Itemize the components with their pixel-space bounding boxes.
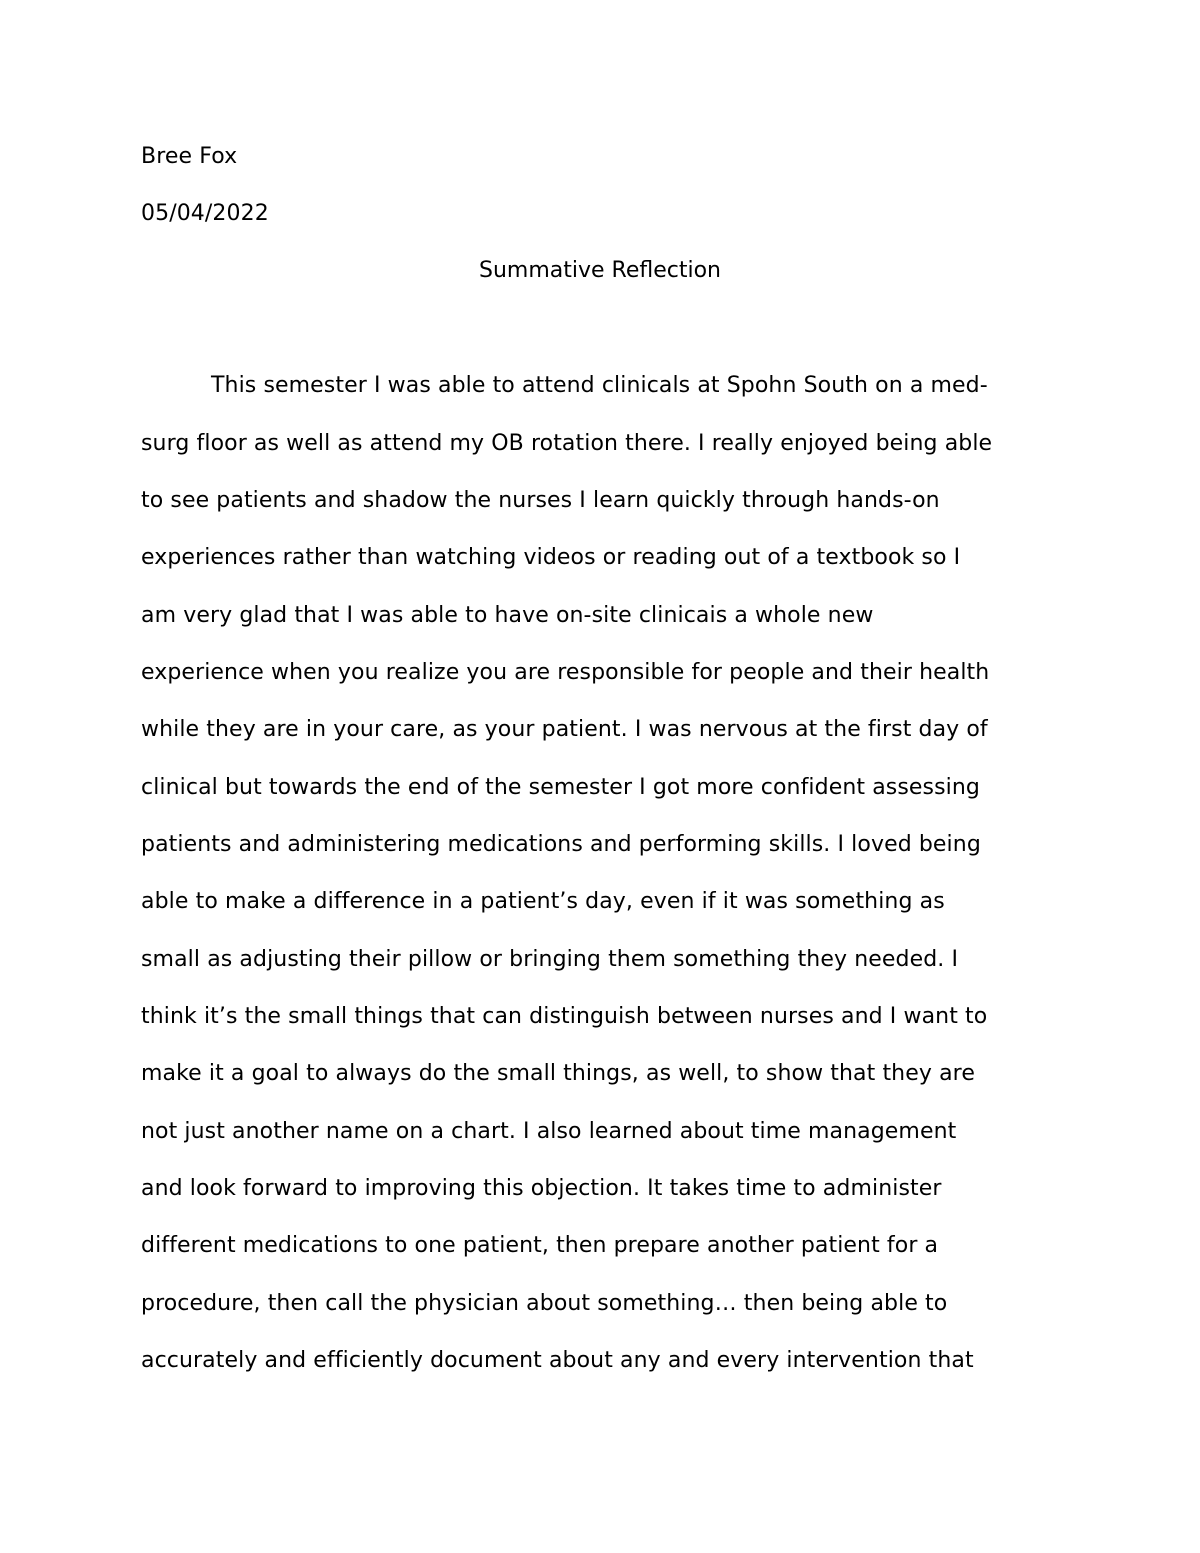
body-line: different medications to one patient, then prepare another patient for a xyxy=(141,1233,939,1258)
body-line: experiences rather than watching videos or reading out of a textbook so I xyxy=(141,545,961,570)
body-line: able to make a difference in a patient’s day, even if it was something as xyxy=(141,889,945,914)
body-line: experience when you realize you are responsible for people and their health xyxy=(141,660,990,685)
author-name: Bree Fox xyxy=(141,144,238,169)
body-line: accurately and efficiently document about any and every intervention that xyxy=(141,1348,974,1373)
body-line: surg floor as well as attend my OB rotation there. I really enjoyed being able xyxy=(141,431,993,456)
body-line: while they are in your care, as your patient. I was nervous at the first day of xyxy=(141,717,988,742)
body-line: think it’s the small things that can distinguish between nurses and I want to xyxy=(141,1004,988,1029)
body-line: not just another name on a chart. I also learned about time management xyxy=(141,1119,957,1144)
document-title: Summative Reflection xyxy=(479,258,721,283)
body-line: This semester I was able to attend clinicals at Spohn South on a med- xyxy=(211,373,988,398)
body-line: make it a goal to always do the small things, as well, to show that they are xyxy=(141,1061,975,1086)
body-line: small as adjusting their pillow or bringing them something they needed. I xyxy=(141,947,959,972)
body-line: to see patients and shadow the nurses I learn quickly through hands-on xyxy=(141,488,940,513)
body-line: patients and administering medications and performing skills. I loved being xyxy=(141,832,981,857)
body-line: procedure, then call the physician about something… then being able to xyxy=(141,1291,948,1316)
document-date: 05/04/2022 xyxy=(141,201,269,226)
body-line: am very glad that I was able to have on-site clinicais a whole new xyxy=(141,603,874,628)
body-line: and look forward to improving this objection. It takes time to administer xyxy=(141,1176,942,1201)
body-line: clinical but towards the end of the semester I got more confident assessing xyxy=(141,775,980,800)
